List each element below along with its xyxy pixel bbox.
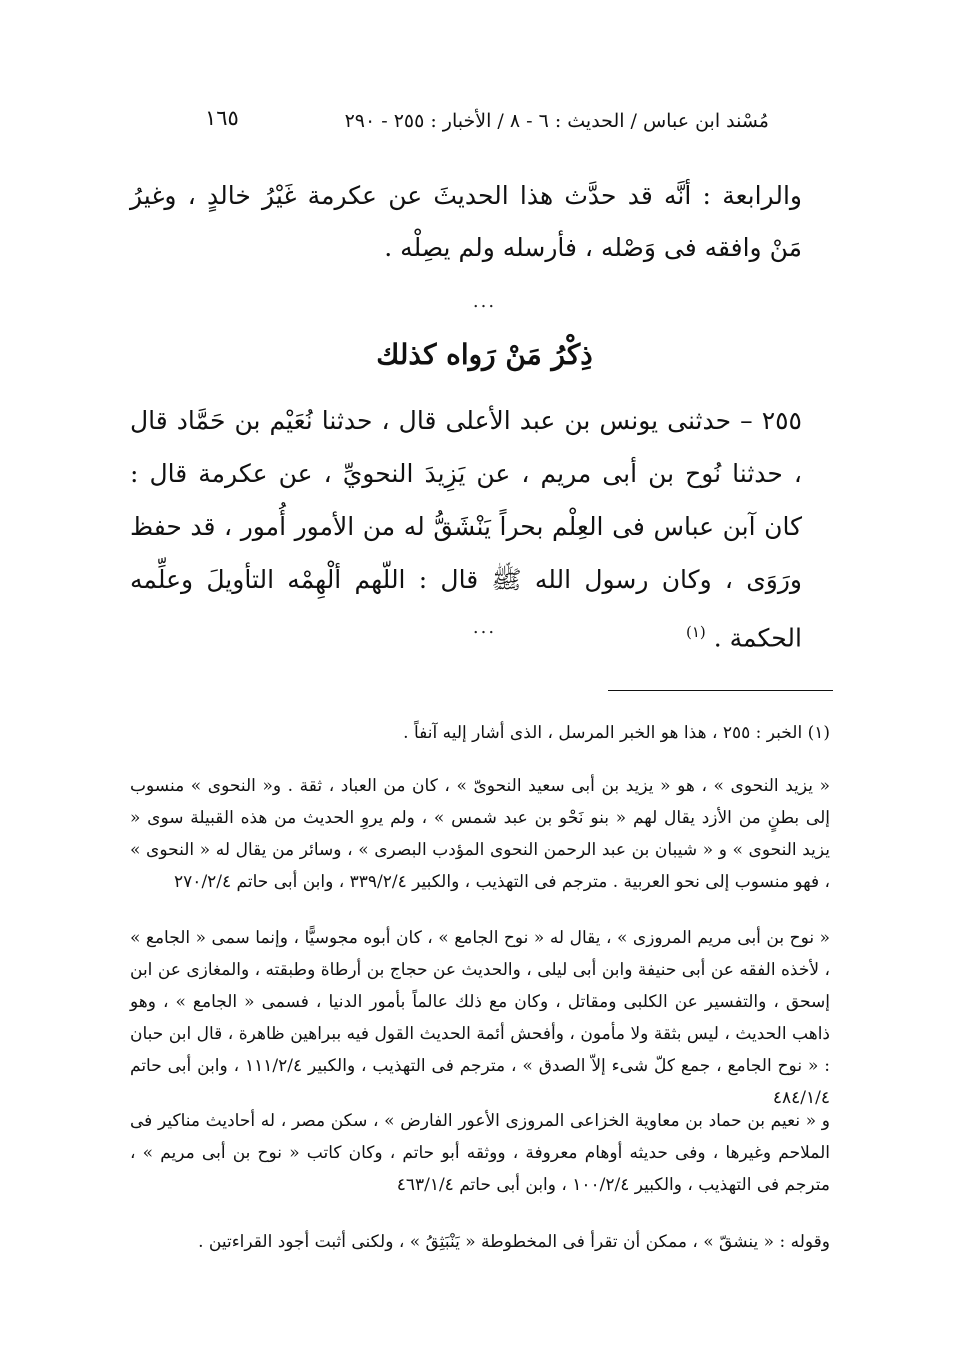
- section-separator-2: ...: [472, 617, 497, 638]
- footnote-reading-note: وقوله : « ينشقّ » ، ممكن أن تقرأ فى المخطوطة « يَنْبَثِقُ » ، ولكنى أثبت أجود القراءتين .: [198, 1232, 830, 1252]
- body-paragraph-1: والرابعة : أنَّه قد حدَّث هذا الحديثَ عن عكرمة غَيْرُ خالدٍ ، وغيرُ مَنْ وافقه فى وَصْله ، فأرسله ولم يصِلْه .: [130, 181, 802, 262]
- page-number: ١٦٥: [205, 106, 239, 130]
- footnote-nuaym-ibn-hammad: و « نعيم بن حماد بن معاوية الخزاعى المروزى الأعور الفارض » ، سكن مصر ، له أحاديث مناكير فى الملاحم وغيرها ، وفى حديثه أوهام معروفة ، ووثقه أبو حاتم ، وكان كاتب « نوح بن أبى مريم » ، مترجم فى التهذيب ، والكبير ١٠٠/٢/٤ ، وابن أبى حاتم ٤٦٣/١/٤: [130, 1111, 830, 1195]
- section-separator-1: ...: [472, 291, 497, 312]
- running-header-title: مُسْند ابن عباس / الحديث : ٦ - ٨ / الأخبار : ٢٥٥ - ٢٩٠: [344, 110, 769, 132]
- footnote-yazid-nahwi: « يزيد النحوى » ، هو « يزيد بن أبى سعيد النحوىّ » ، كان من العباد ، ثقة . و« النحوى » منسوب إلى بطنٍ من الأزد يقال لهم « بنو نَحْو بن عبد شمس » ، ولم يروِ الحديث من هذه القبيلة سوى « يزيد النحوى » و « شيبان بن عبد الرحمن النحوى المؤدب البصرى » ، وسائر من يقال له « النحوى » ، فهو منسوب إلى نحو العربية . مترجم فى التهذيب ، والكبير ٣٣٩/٢/٤ ، وابن أبى حاتم ٢٧٠/٢/٤: [130, 776, 831, 892]
- footnote-nuh-ibn-abi-maryam: « نوح بن أبى مريم المروزى » ، يقال له « نوح الجامع » ، كان أبوه مجوسيًّا ، وإنما سمى « الجامع » ، لأخذه الفقه عن أبى حنيفة وابن أبى ليلى ، والحديث عن حجاج بن أرطاة وطبقته ، والمغازى عن ابن إسحق ، والتفسير عن الكلبى ومقاتل ، وكان مع ذلك عالماً بأمور الدنيا ، فسمى « الجامع » ، وهو ذاهب الحديث ، ليس بثقة ولا مأمون ، وأفحش أئمة الحديث القول فيه ببراهين ظاهرة ، قال ابن حبان : « نوح الجامع ، جمع كلّ شىء إلاّ الصدق » ، مترجم فى التهذيب ، والكبير ١١١/٢/٤ ، وابن أبى حاتم ٤٨٤/١/٤: [130, 928, 830, 1108]
- hadith-255-text: ٢٥٥ – حدثنى يونس بن عبد الأعلى قال ، حدثنا نُعَيْم بن حَمَّاد قال ، حدثنا نُوح بن أبى مريم ، عن يَزِيدَ النحويِّ ، عن عكرمة قال : كان آبن عباس فى العِلْم بحراً يَنْشَقُّ له من الأمور أُمور ، قد حفظ ورَوَى ، وكان رسول الله ﷺ قال : اللّهم ألْهِمْه التأويلَ وعلِّمه الحكمة .: [130, 406, 802, 653]
- footnote-divider: [608, 690, 833, 691]
- footnote-1: (١) الخبر : ٢٥٥ ، هذا هو الخبر المرسل ، الذى أشار إليه آنفاً .: [403, 723, 830, 743]
- footnote-reference: (١): [686, 623, 706, 641]
- section-heading: ذِكْرُ مَنْ رَواه كذلك: [376, 338, 593, 371]
